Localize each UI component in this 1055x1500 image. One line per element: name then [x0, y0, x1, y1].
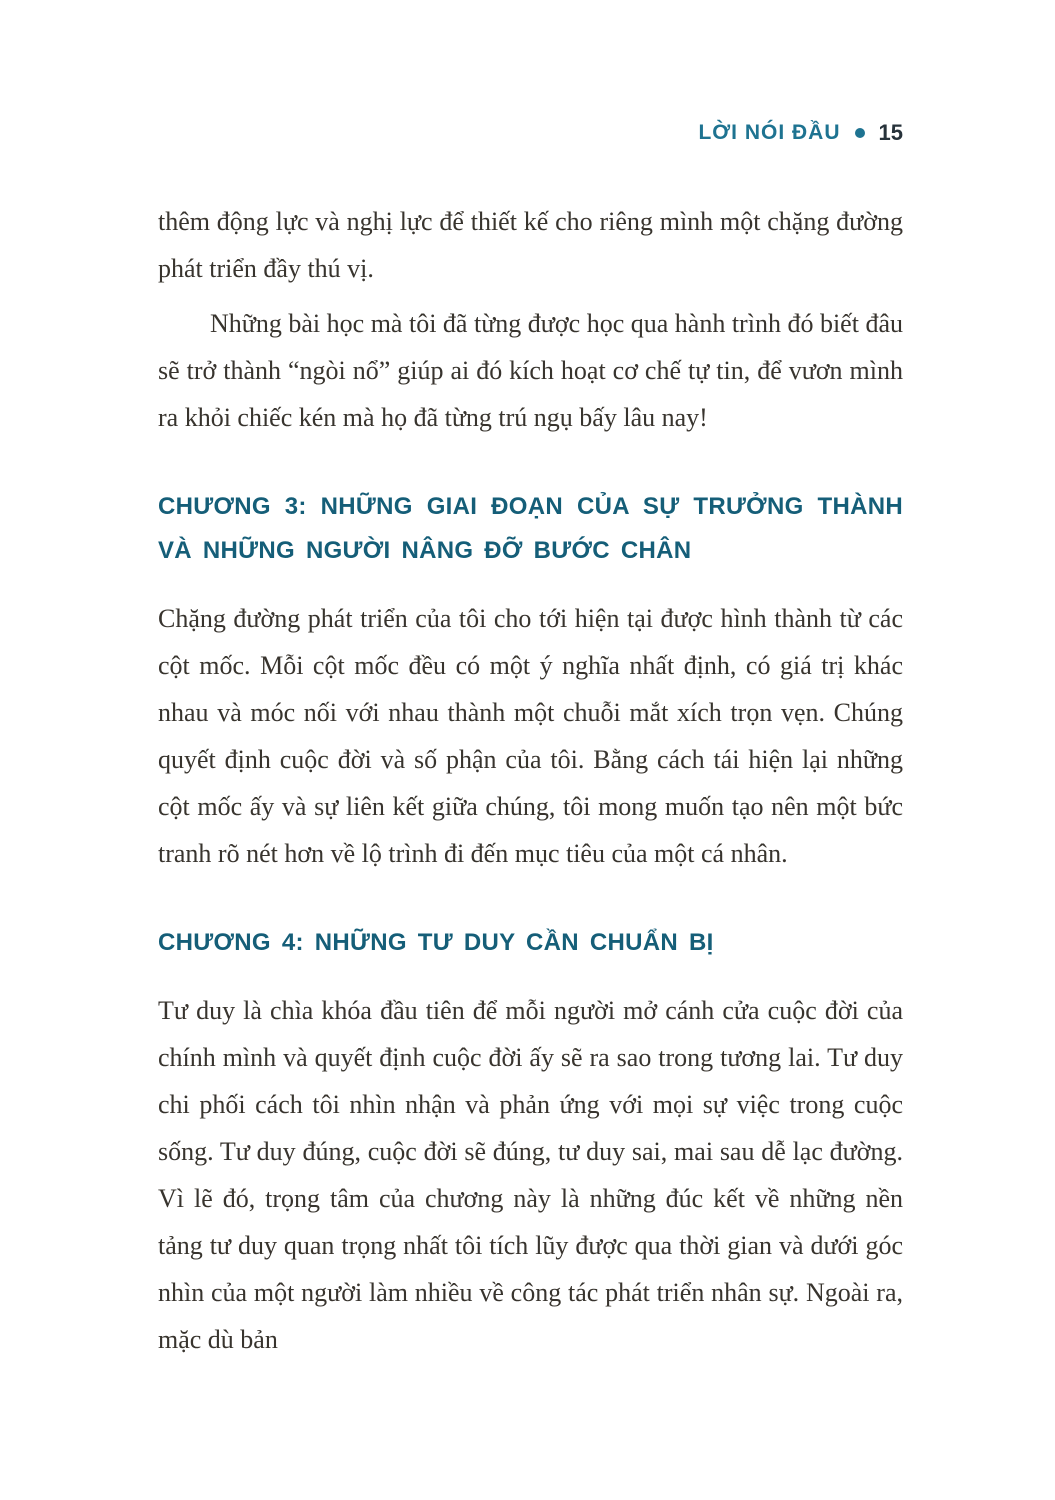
header-bullet-dot-icon [855, 128, 865, 138]
header-page-number: 15 [878, 120, 903, 145]
header-section-title: LỜI NÓI ĐẦU [698, 121, 841, 144]
chapter-4-summary-paragraph: Tư duy là chìa khóa đầu tiên để mỗi người mở cánh cửa cuộc đời của chính mình và quyết định cuộc đời ấy sẽ ra sao trong tương lai. Tư duy chi phối cách tôi nhìn nhận và phản ứng với mọi sự việc trong cuộc sống. Tư duy đúng, cuộc đời sẽ đúng, tư duy sai, mai sau dễ lạc đường. Vì lẽ đó, trọng tâm của chương này là những đúc kết về những nền tảng tư duy quan trọng nhất tôi tích lũy được qua thời gian và dưới góc nhìn của một người làm nhiều về công tác phát triển nhân sự. Ngoài ra, mặc dù bản [158, 996, 903, 1354]
chapter-3-summary-paragraph: Chặng đường phát triển của tôi cho tới hiện tại được hình thành từ các cột mốc. Mỗi cột mốc đều có một ý nghĩa nhất định, có giá trị khác nhau và móc nối với nhau thành một chuỗi mắt xích trọn vẹn. Chúng quyết định cuộc đời và số phận của tôi. Bằng cách tái hiện lại những cột mốc ấy và sự liên kết giữa chúng, tôi mong muốn tạo nên một bức tranh rõ nét hơn về lộ trình đi đến mục tiêu của một cá nhân. [158, 604, 903, 868]
intro-paragraph-lessons: Những bài học mà tôi đã từng được học qua hành trình đó biết đâu sẽ trở thành “ngòi nổ” giúp ai đó kích hoạt cơ chế tự tin, để vươn mình ra khỏi chiếc kén mà họ đã từng trú ngụ bấy lâu nay! [158, 309, 903, 432]
chapter-4-heading: CHƯƠNG 4: NHỮNG TƯ DUY CẦN CHUẨN BỊ [158, 929, 714, 956]
running-header [158, 120, 903, 146]
intro-paragraph-continuation: thêm động lực và nghị lực để thiết kế cho riêng mình một chặng đường phát triển đầy thú vị. [158, 207, 903, 283]
chapter-3-heading: CHƯƠNG 3: NHỮNG GIAI ĐOẠN CỦA SỰ TRƯỞNG THÀNH VÀ NHỮNG NGƯỜI NÂNG ĐỠ BƯỚC CHÂN [158, 493, 903, 564]
